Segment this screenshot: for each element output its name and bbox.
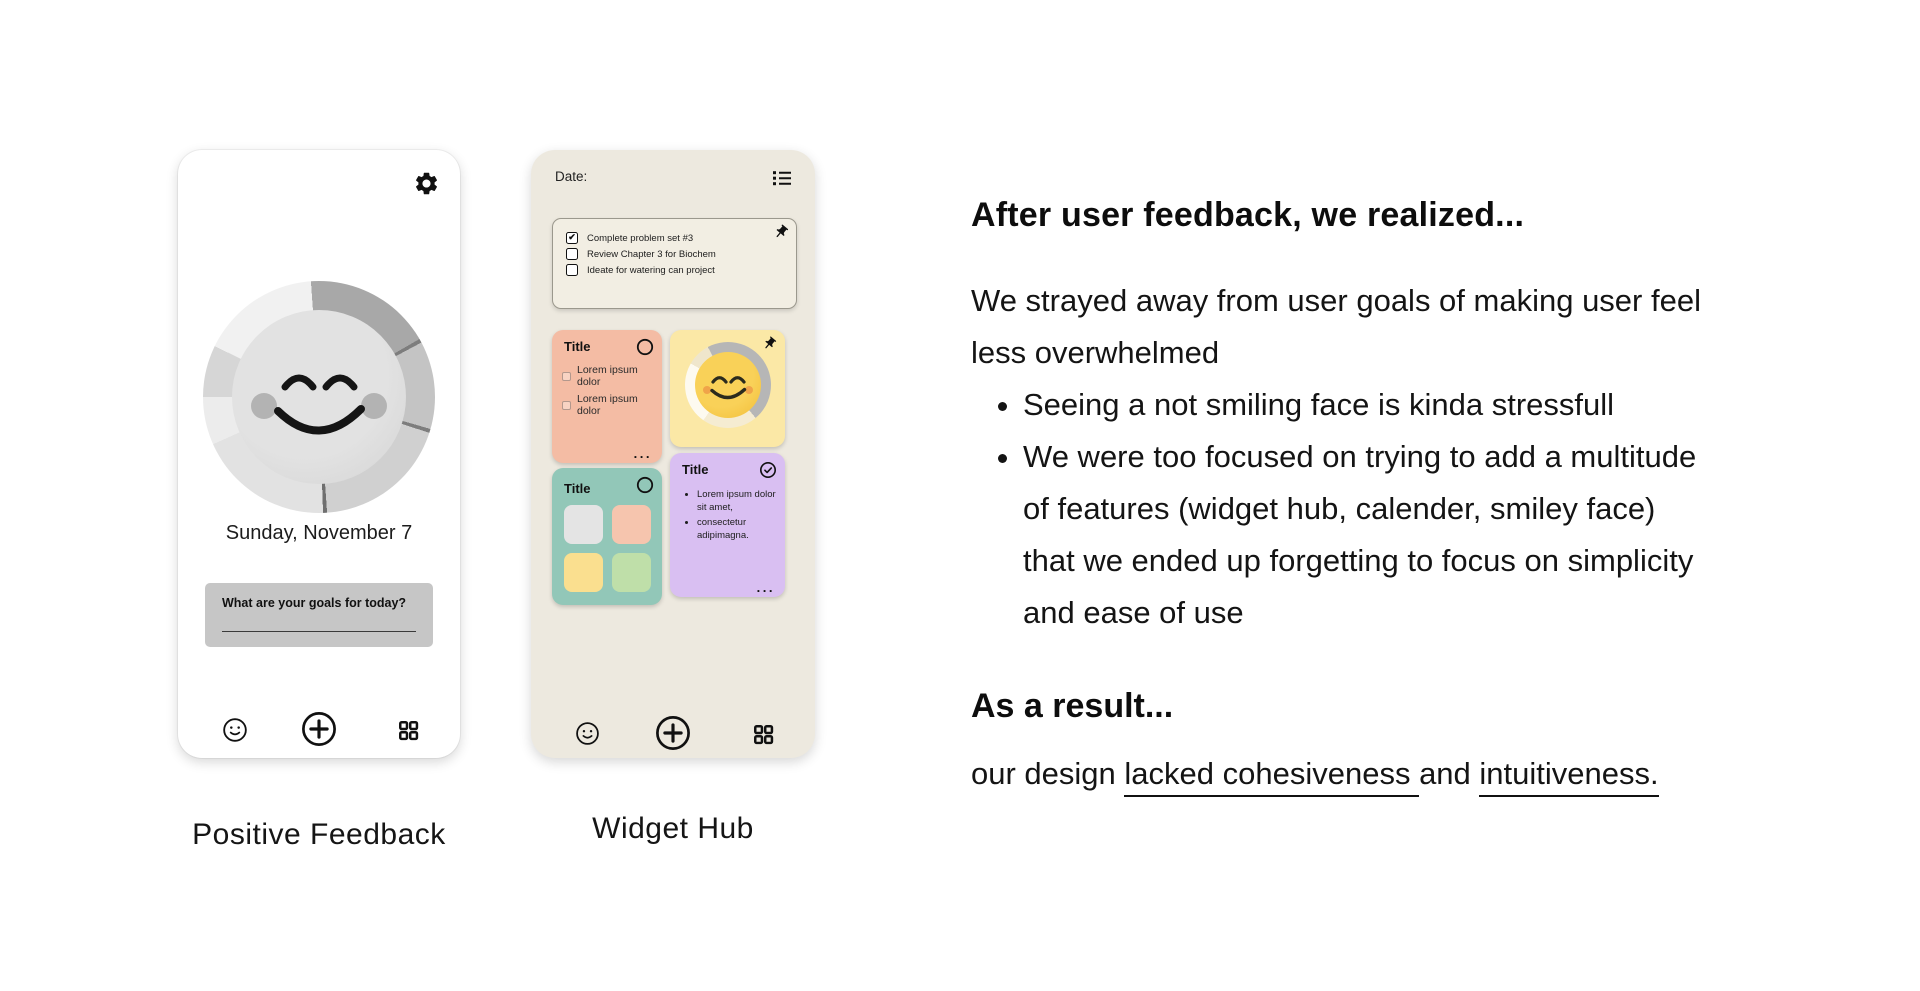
mood-nav-button[interactable] — [575, 721, 600, 746]
date-label: Date: — [555, 169, 588, 184]
result-prefix: our design — [971, 756, 1125, 791]
smiley-icon — [222, 717, 248, 743]
underlined-text: intuitiveness. — [1479, 756, 1658, 797]
swatch-gray — [564, 505, 603, 544]
status-circle-button[interactable] — [636, 476, 654, 494]
add-button[interactable] — [301, 711, 337, 747]
checklist-item-label: Review Chapter 3 for Biochem — [587, 248, 716, 260]
note-item-label: Lorem ipsum dolor — [577, 393, 638, 417]
note-title: Title — [564, 481, 591, 496]
result-line — [971, 748, 1711, 800]
add-button[interactable] — [655, 715, 691, 751]
note-card-teal[interactable] — [552, 468, 662, 605]
pin-icon — [762, 336, 777, 351]
swatch-yellow — [564, 553, 603, 592]
smiley-progress-ring — [685, 342, 771, 428]
mockup-caption-widget-hub: Widget Hub — [592, 812, 754, 845]
checkbox[interactable] — [566, 248, 578, 260]
checkbox-checked[interactable]: ✔ — [566, 232, 578, 244]
commentary-block — [971, 196, 1711, 800]
widgets-nav-button[interactable] — [752, 723, 775, 746]
bottom-nav — [531, 715, 815, 753]
circle-icon — [636, 476, 654, 494]
checkbox[interactable] — [562, 372, 571, 381]
date-text: Sunday, November 7 — [225, 522, 413, 544]
grid-icon — [752, 723, 775, 746]
circle-icon — [636, 338, 654, 356]
yellow-smiley-graphic — [695, 352, 761, 418]
checklist-item-label: Ideate for watering can project — [587, 264, 715, 276]
note-item-label: Lorem ipsum dolor — [577, 364, 638, 388]
smiley-icon — [575, 721, 600, 746]
note-bullet: • Lorem ipsum dolor sit amet, — [697, 489, 777, 514]
positive-feedback-mockup — [178, 150, 460, 758]
widget-hub-mockup — [531, 150, 815, 758]
bottom-nav — [178, 711, 460, 749]
note-checklist — [562, 364, 662, 422]
mockup-caption-positive-feedback: Positive Feedback — [192, 818, 446, 851]
swatch-salmon — [612, 505, 651, 544]
checkbox[interactable] — [562, 401, 571, 410]
checklist-item-label: Complete problem set #3 — [587, 232, 694, 244]
result-heading: As a result... — [971, 687, 1174, 725]
checklist-item — [566, 248, 786, 260]
plus-circle-icon — [655, 715, 691, 751]
color-swatch-grid — [564, 505, 651, 592]
yellow-smiley-face — [695, 352, 761, 418]
bullet-item: • Seeing a not smiling face is kinda stressfull — [1023, 379, 1711, 431]
goal-input[interactable] — [205, 583, 433, 647]
more-options[interactable]: ... — [633, 446, 652, 461]
pin-button[interactable] — [762, 336, 777, 351]
check-circle-icon — [759, 461, 777, 479]
mood-progress-ring — [203, 281, 435, 513]
note-checklist-item — [562, 393, 662, 417]
mood-smiley-face — [232, 310, 406, 484]
note-card-orange[interactable] — [552, 330, 662, 463]
mood-nav-button[interactable] — [222, 717, 248, 743]
complete-button[interactable] — [759, 461, 777, 479]
note-bullet: • consectetur adipimagna. — [697, 517, 777, 542]
commentary-bullet-list — [971, 379, 1711, 639]
plus-circle-icon — [301, 711, 337, 747]
checklist-item — [566, 232, 786, 244]
note-card-yellow[interactable] — [670, 330, 785, 447]
more-options[interactable]: ... — [756, 580, 775, 595]
note-bullet-list — [684, 489, 777, 545]
checklist-item — [566, 264, 786, 276]
goal-input-underline — [222, 631, 416, 632]
gear-icon — [413, 170, 440, 197]
commentary-paragraph: We strayed away from user goals of making user feel less overwhelmed — [971, 283, 1701, 370]
goal-input-placeholder: What are your goals for today? — [222, 596, 407, 610]
underlined-text: lacked cohesiveness — [1124, 756, 1419, 797]
widgets-nav-button[interactable] — [397, 719, 420, 742]
smiley-face-graphic — [232, 310, 406, 484]
status-circle-button[interactable] — [636, 338, 654, 356]
bullet-item: • We were too focused on trying to add a multitude of features (widget hub, calender, smiley face) that we ended up forgetting to focus on simplicity and ease of use — [1023, 431, 1711, 639]
settings-button[interactable] — [413, 170, 440, 197]
result-middle: and — [1419, 756, 1480, 791]
swatch-green — [612, 553, 651, 592]
grid-icon — [397, 719, 420, 742]
commentary-heading: After user feedback, we realized... — [971, 196, 1525, 234]
note-title: Title — [682, 462, 709, 477]
note-title: Title — [564, 339, 591, 354]
note-checklist-item — [562, 364, 662, 388]
note-card-purple[interactable] — [670, 453, 785, 597]
checklist-widget[interactable] — [552, 218, 797, 309]
checkbox[interactable] — [566, 264, 578, 276]
checklist-items — [566, 232, 786, 280]
list-view-button[interactable] — [770, 166, 794, 190]
list-icon — [770, 166, 794, 190]
